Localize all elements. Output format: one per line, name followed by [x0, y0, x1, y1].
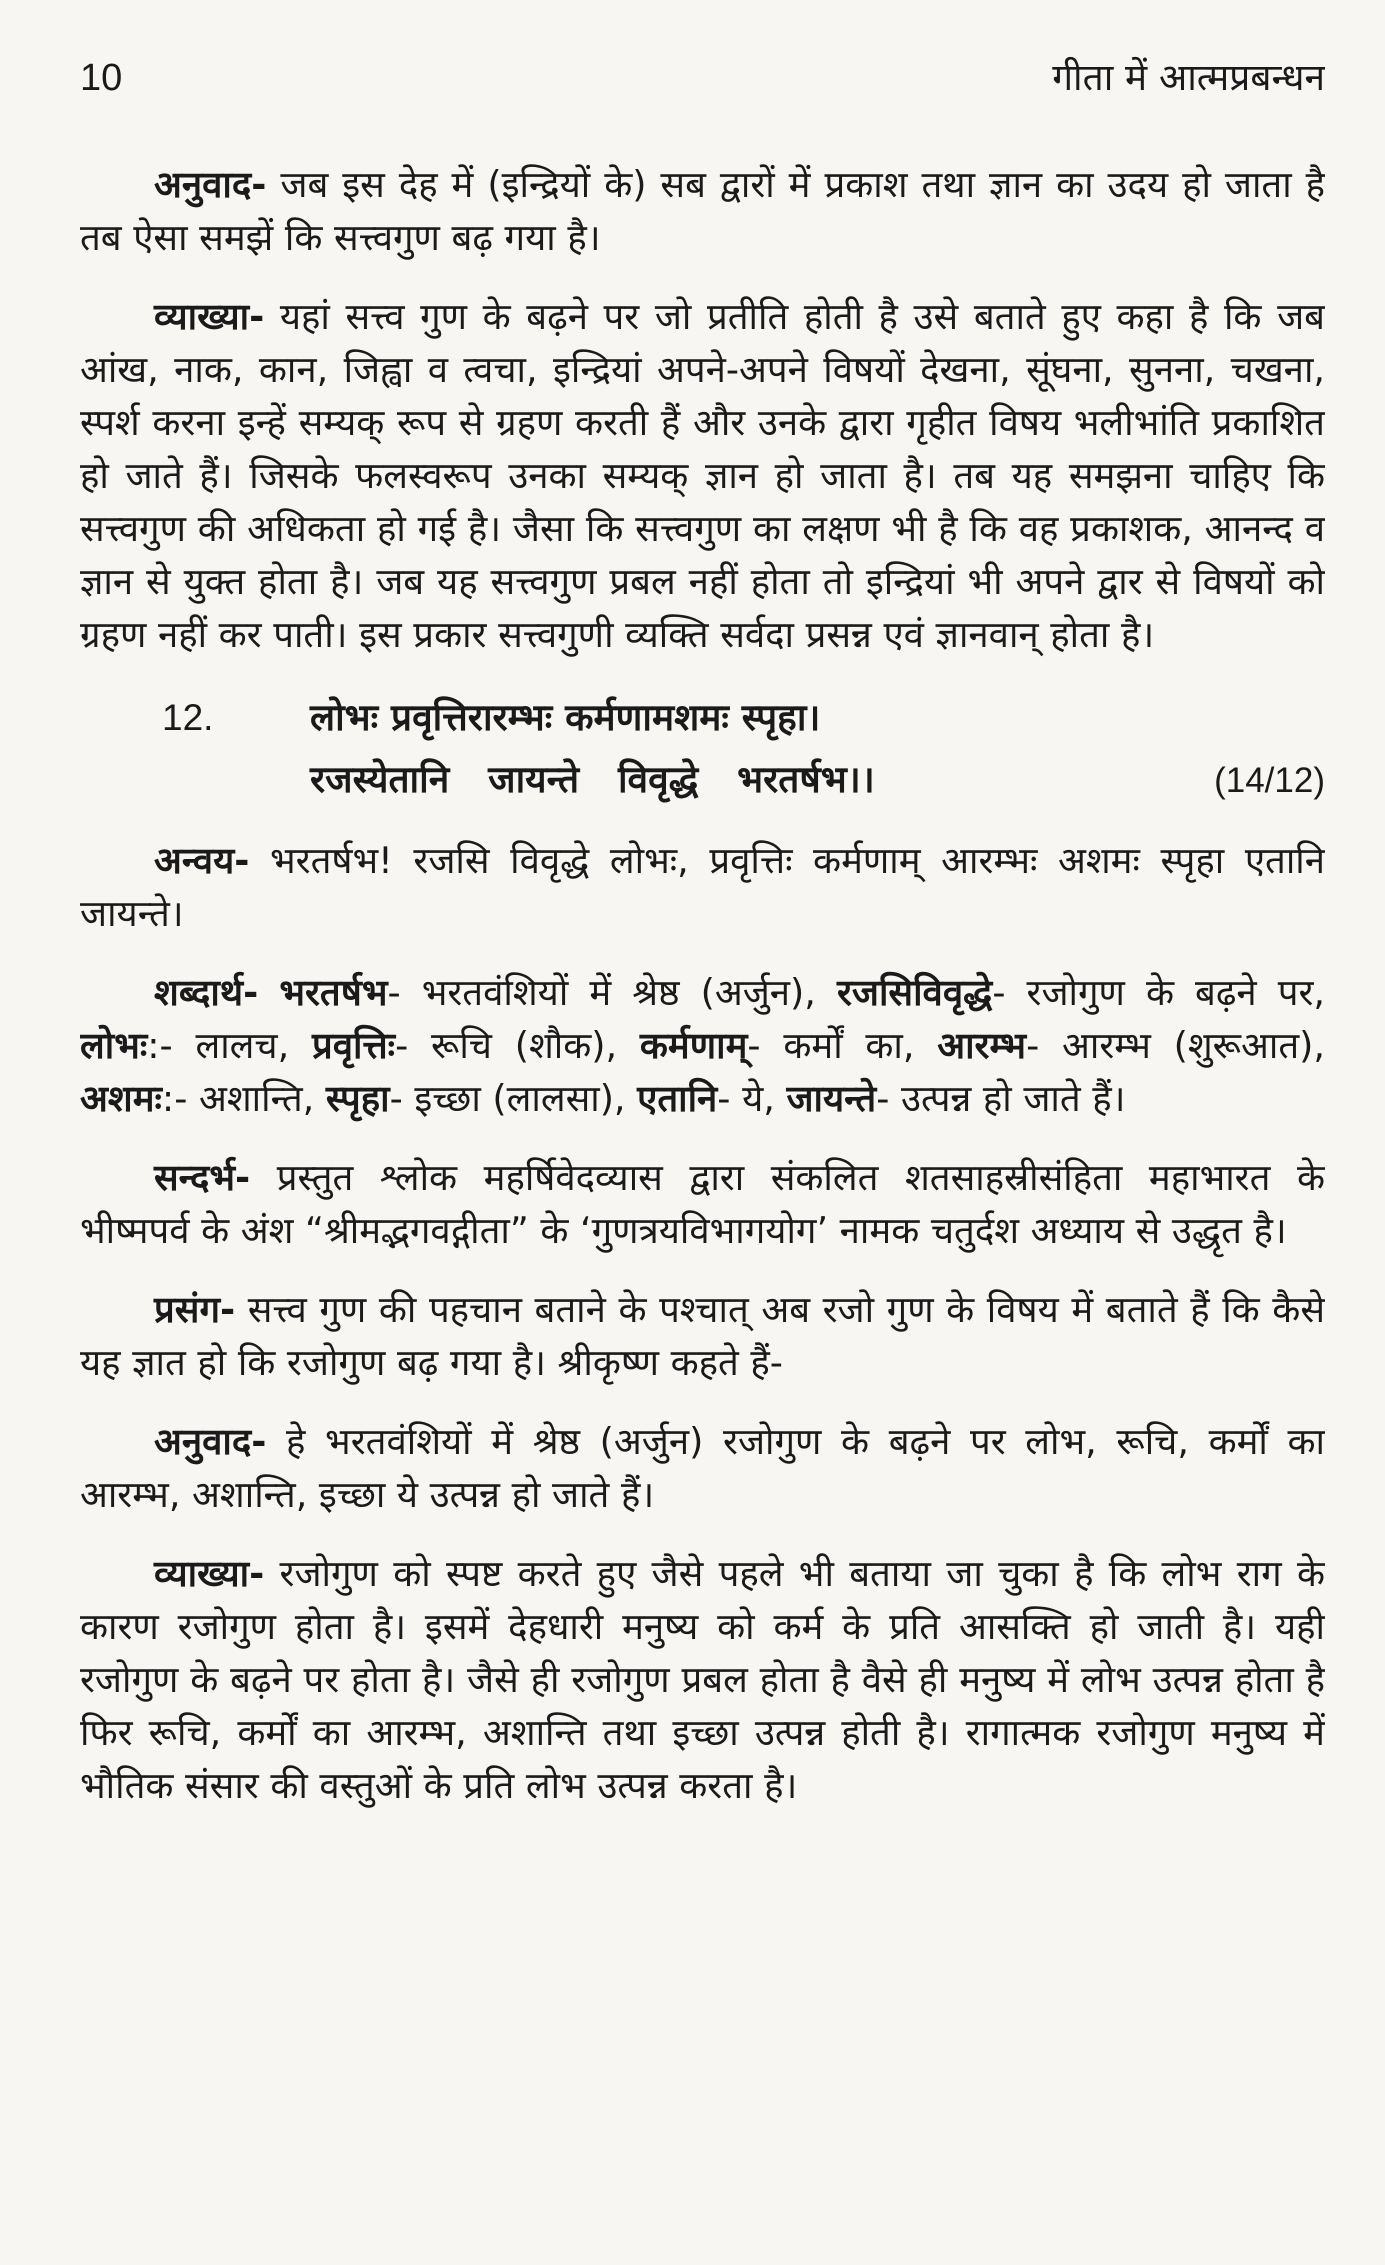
shloka-block: [80, 687, 1325, 812]
shabdartha-paragraph: [80, 966, 1325, 1125]
shabdartha-meaning: - कर्मों का,: [747, 1024, 938, 1067]
shloka-number: 12.: [162, 697, 214, 738]
shabdartha-meaning: :- लालच,: [147, 1024, 312, 1067]
shabdartha-term: आरम्भ: [937, 1024, 1027, 1067]
vyakhya-paragraph: [80, 290, 1325, 661]
running-header: [80, 50, 1325, 114]
shabdartha-meaning: - आरम्भ (शुरूआत),: [1026, 1024, 1325, 1067]
anvaya-paragraph: [80, 834, 1325, 940]
shabdartha-term: एतानि: [637, 1077, 718, 1120]
shabdartha-term: अशमः: [80, 1077, 162, 1120]
shloka-reference: (14/12): [1214, 761, 1325, 800]
anuvada-text: जब इस देह में (इन्द्रियों के) सब द्वारों में प्रकाश तथा ज्ञान का उदय हो जाता है तब ऐसा समझें कि सत्त्वगुण बढ़ गया है।: [80, 163, 1325, 259]
vyakhya-2-text: रजोगुण को स्पष्ट करते हुए जैसे पहले भी बताया जा चुका है कि लोभ राग के कारण रजोगुण होता है। इसमें देहधारी मनुष्य को कर्म के प्रति आसक्ति हो जाती है। यही रजोगुण के बढ़ने पर होता है। जैसे ही रजोगुण प्रबल होता है वैसे ही मनुष्य में लोभ उत्पन्न होता है फिर रूचि, कर्मों का आरम्भ, अशान्ति तथा इच्छा उत्पन्न होती है। रागात्मक रजोगुण मनुष्य में भौतिक संसार की वस्तुओं के प्रति लोभ उत्पन्न करता है।: [80, 1552, 1325, 1807]
shabdartha-meaning: - उत्पन्न हो जाते हैं।: [876, 1077, 1126, 1120]
shabdartha-term: कर्मणाम्: [639, 1024, 748, 1067]
anvaya-label: अन्वय-: [154, 839, 250, 882]
anuvada-label: अनुवाद-: [154, 163, 267, 206]
shloka-line-2: [80, 749, 1325, 812]
anuvada-2-paragraph: [80, 1415, 1325, 1521]
prasanga-paragraph: [80, 1283, 1325, 1389]
shabdartha-term: रजसिविवृद्धे: [836, 971, 993, 1014]
shabdartha-meaning: :- अशान्ति,: [161, 1077, 326, 1120]
sandarbha-label: सन्दर्भ-: [154, 1156, 251, 1199]
shabdartha-term: प्रवृत्तिः: [311, 1024, 396, 1067]
anvaya-text: भरतर्षभ! रजसि विवृद्धे लोभः, प्रवृत्तिः कर्मणाम् आरम्भः अशमः स्पृहा एतानि जायन्ते।: [80, 839, 1325, 935]
shabdartha-meaning: - रजोगुण के बढ़ने पर,: [992, 971, 1325, 1014]
shloka-line-1: [80, 687, 1325, 749]
shloka-text-2: रजस्येतानि जायन्ते विवृद्धे भरतर्षभ।।: [310, 758, 875, 801]
book-title: गीता में आत्मप्रबन्धन: [1052, 56, 1325, 99]
vyakhya-2-label: व्याख्या-: [154, 1552, 265, 1595]
anuvada-2-label: अनुवाद-: [154, 1420, 267, 1463]
prasanga-label: प्रसंग-: [154, 1288, 236, 1331]
sandarbha-paragraph: [80, 1151, 1325, 1257]
shabdartha-meaning: - ये,: [717, 1077, 787, 1120]
vyakhya-2-paragraph: [80, 1547, 1325, 1812]
vyakhya-text: यहां सत्त्व गुण के बढ़ने पर जो प्रतीति होती है उसे बताते हुए कहा है कि जब आंख, नाक, कान, जिह्वा व त्वचा, इन्द्रियां अपने-अपने विषयों देखना, सूंघना, सुनना, चखना, स्पर्श करना इन्हें सम्यक् रूप से ग्रहण करती हैं और उनके द्वारा गृहीत विषय भलीभांति प्रकाशित हो जाते हैं। जिसके फलस्वरूप उनका सम्यक् ज्ञान हो जाता है। तब यह समझना चाहिए कि सत्त्वगुण की अधिकता हो गई है। जैसा कि सत्त्वगुण का लक्षण भी है कि वह प्रकाशक, आनन्द व ज्ञान से युक्त होता है। जब यह सत्त्वगुण प्रबल नहीं होता तो इन्द्रियां भी अपने द्वार से विषयों को ग्रहण नहीं कर पाती। इस प्रकार सत्त्वगुणी व्यक्ति सर्वदा प्रसन्न एवं ज्ञानवान् होता है।: [80, 295, 1325, 656]
shabdartha-meaning: - भरतवंशियों में श्रेष्ठ (अर्जुन),: [387, 971, 837, 1014]
shabdartha-term: भरतर्षभ: [279, 971, 388, 1014]
shabdartha-term: स्पृहा: [325, 1077, 390, 1120]
book-page: [80, 50, 1325, 2240]
vyakhya-label: व्याख्या-: [154, 295, 265, 338]
page-number: 10: [80, 57, 123, 99]
shabdartha-label: शब्दार्थ-: [154, 971, 259, 1014]
shabdartha-term: लोभः: [80, 1024, 148, 1067]
anuvada-paragraph: [80, 158, 1325, 264]
sandarbha-text: प्रस्तुत श्लोक महर्षिवेदव्यास द्वारा संकलित शतसाहस्रीसंहिता महाभारत के भीष्मपर्व के अंश “श्रीमद्भगवद्गीता” के ‘गुणत्रयविभागयोग’ नामक चतुर्दश अध्याय से उद्धृत है।: [80, 1156, 1325, 1252]
shloka-text-1: लोभः प्रवृत्तिरारम्भः कर्मणामशमः स्पृहा।: [310, 696, 821, 739]
prasanga-text: सत्त्व गुण की पहचान बताने के पश्चात् अब रजो गुण के विषय में बताते हैं कि कैसे यह ज्ञात हो कि रजोगुण बढ़ गया है। श्रीकृष्ण कहते हैं-: [80, 1288, 1325, 1384]
shabdartha-term: जायन्ते: [786, 1077, 877, 1120]
shabdartha-items: [80, 971, 1325, 1120]
shabdartha-meaning: - इच्छा (लालसा),: [389, 1077, 638, 1120]
shabdartha-meaning: - रूचि (शौक),: [395, 1024, 640, 1067]
anuvada-2-text: हे भरतवंशियों में श्रेष्ठ (अर्जुन) रजोगुण के बढ़ने पर लोभ, रूचि, कर्मों का आरम्भ, अशान्ति, इच्छा ये उत्पन्न हो जाते हैं।: [80, 1420, 1325, 1516]
